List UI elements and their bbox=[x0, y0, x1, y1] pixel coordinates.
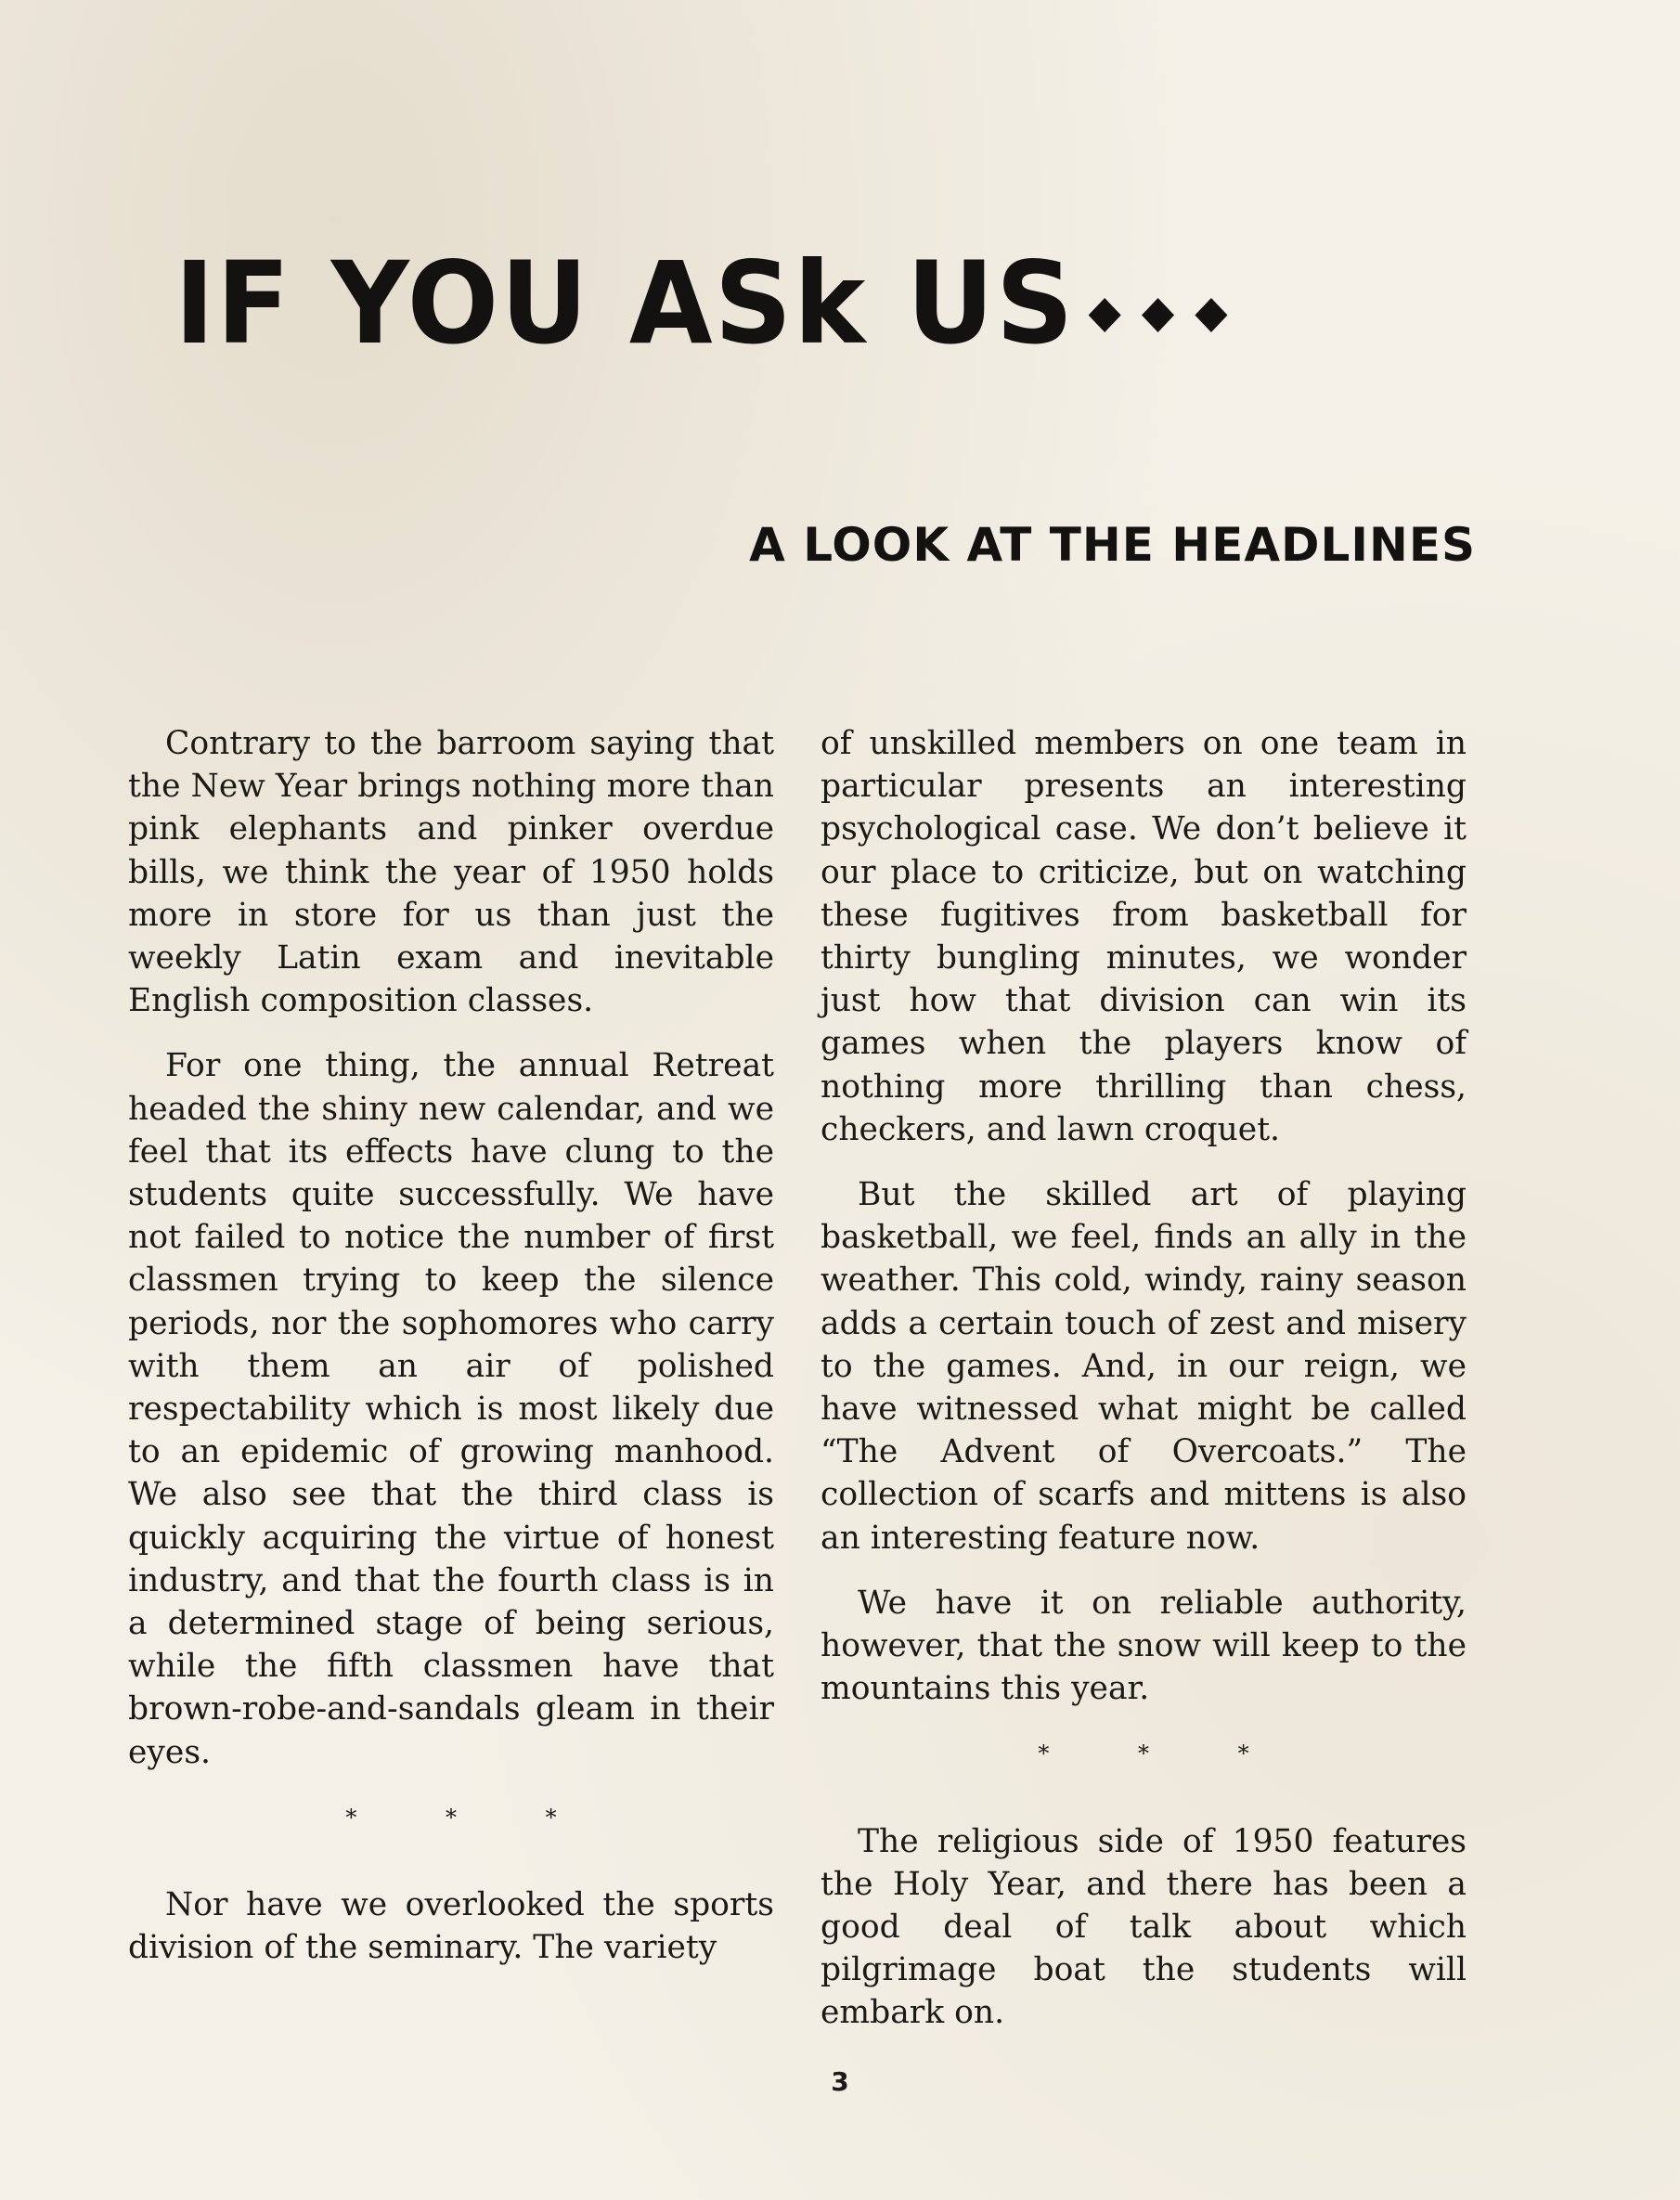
section-separator: * * * bbox=[1038, 1741, 1290, 1767]
title-text: IF YOU ASk US bbox=[174, 238, 1076, 370]
paragraph-snow: We have it on reliable authority, however, that the snow will keep to the mountains this year. bbox=[821, 1584, 1467, 1708]
paragraph-retreat: For one thing, the annual Retreat headed the shiny new calendar, and we feel that its effects have clung to the students quite successfully. We have not failed to notice the number of first classmen trying to keep the silence periods, nor the sophomores who carry with them an air of polished respectability which is most likely due to an epidemic of growing manhood. We also see that the third class is quickly acquiring the virtue of honest industry, and that the fourth class is in a determined stage of being serious, while the fifth classmen have that brown-robe-and-sandals gleam in their eyes. bbox=[128, 1047, 774, 1771]
section-separator: * * * bbox=[345, 1804, 598, 1831]
title-ornament: ◆◆◆ bbox=[1088, 285, 1248, 338]
page-title bbox=[174, 238, 1248, 370]
section-subtitle: A LOOK AT THE HEADLINES bbox=[749, 518, 1476, 572]
page-number: 3 bbox=[831, 2066, 849, 2097]
left-column bbox=[128, 722, 774, 1991]
paragraph-sports: Nor have we overlooked the sports division of the seminary. The variety bbox=[128, 1886, 774, 1967]
paragraph-holy-year: The religious side of 1950 features the Holy Year, and there has been a good deal of talk about which pilgrimage boat the students will embark on. bbox=[821, 1822, 1467, 2032]
paragraph-new-year: Contrary to the barroom saying that the New Year brings nothing more than pink elephants and pinker overdue bills, we think the year of 1950 holds more in store for us than just the weekly Latin exam and inevitable English composition classes. bbox=[128, 725, 774, 1020]
paragraph-basketball-weather: But the skilled art of playing basketball, we feel, finds an ally in the weather. This cold, windy, rainy season adds a certain touch of zest and misery to the games. And, in our reign, we have witnessed what might be called “The Advent of Overcoats.” The collection of scarfs and mittens is also an interesting feature now. bbox=[821, 1176, 1467, 1557]
right-column bbox=[821, 722, 1467, 2057]
paragraph-unskilled-members: of unskilled members on one team in particular presents an interesting psychological case. We don’t believe it our place to criticize, but on watching these fugitives from basketball for thirty bungling minutes, we wonder just how that division can win its games when the players know of nothing more thrilling than chess, checkers, and lawn croquet. bbox=[821, 725, 1467, 1148]
